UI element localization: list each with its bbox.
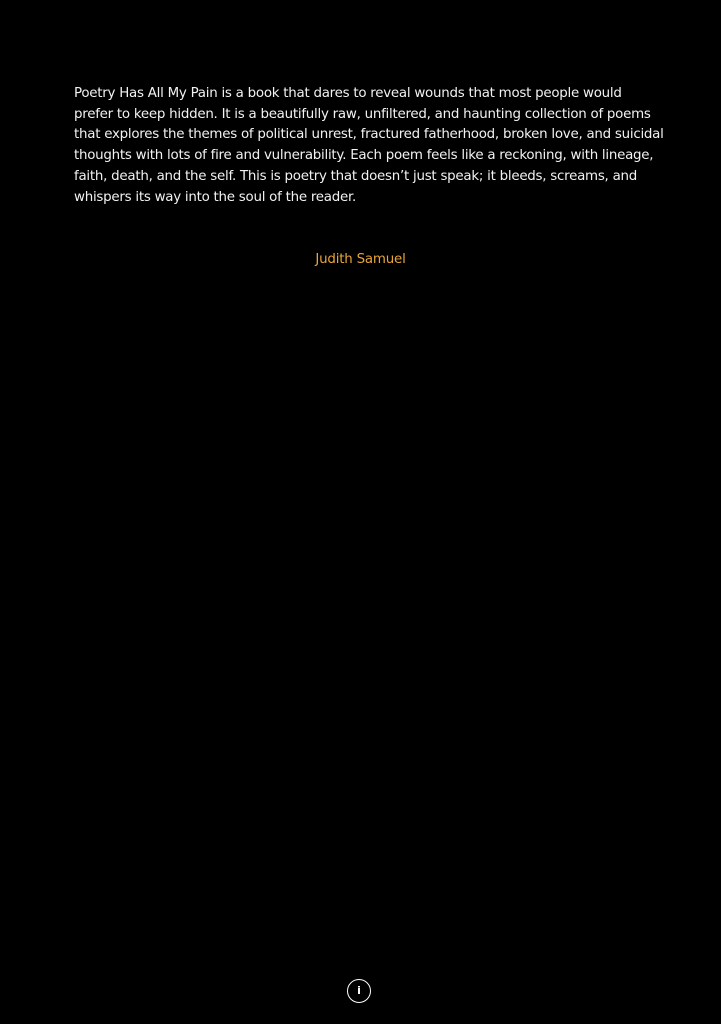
review-blurb: Poetry Has All My Pain is a book that dares to reveal wounds that most people would prefer to keep hidden. It is a beautifully raw, unfiltered, and haunting collection of poems that explores the themes of political unrest, fractured fatherhood, broken love, and suicidal thoughts with lots of fire and vulnerability. Each poem feels like a reckoning, with lineage, faith, death, and the self. This is poetry that doesn’t just speak; it bleeds, screams, and whispers its way into the soul of the reader. xyxy=(74,86,664,205)
page-number-badge: i xyxy=(347,979,371,1003)
review-author: Judith Samuel xyxy=(315,252,406,267)
